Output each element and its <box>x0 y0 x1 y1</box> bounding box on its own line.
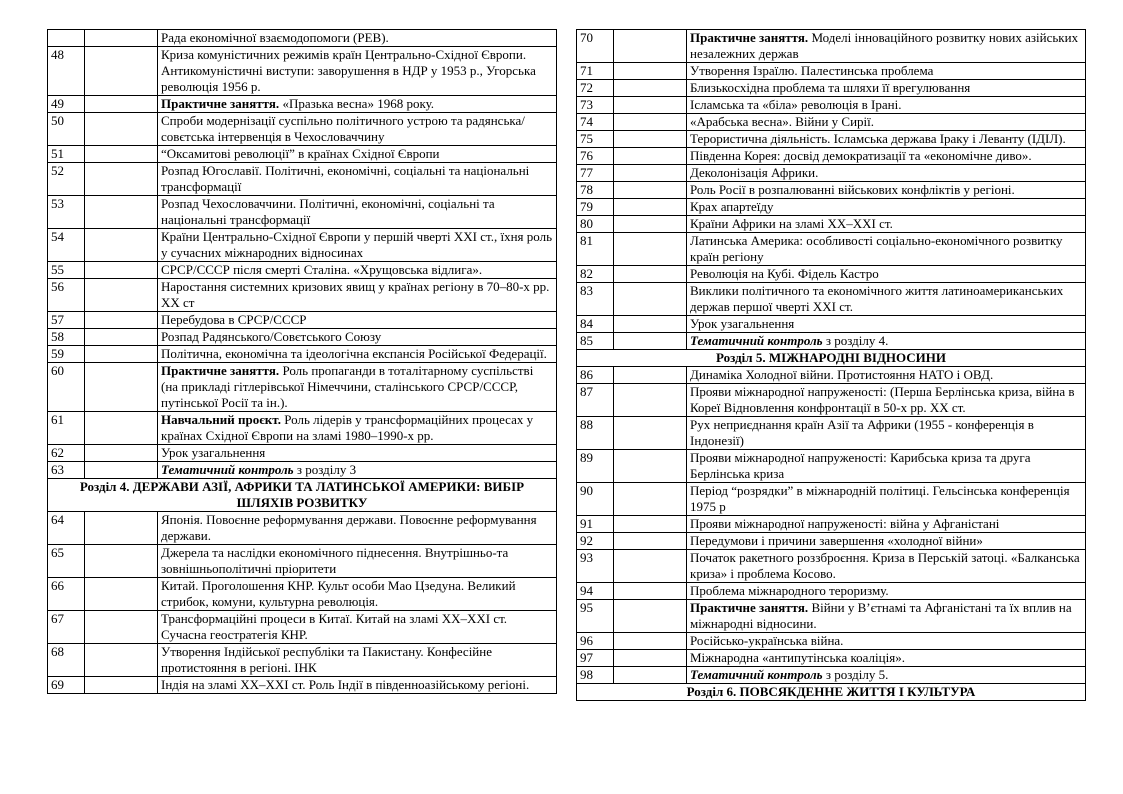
hours-cell <box>85 113 158 146</box>
lesson-topic-text: Урок узагальнення <box>690 316 795 331</box>
lesson-topic-text: Політична, економічна та ідеологічна експансія Російської Федерації. <box>161 346 547 361</box>
lesson-number: 96 <box>577 633 614 650</box>
hours-cell <box>85 412 158 445</box>
lesson-topic <box>687 583 1086 600</box>
lesson-row <box>48 363 557 412</box>
lesson-row <box>577 583 1086 600</box>
lesson-topic-text: Роль лідерів у трансформаційних процесах у країнах Східної Європи на зламі 1980–1990-х рр. <box>161 412 534 443</box>
lesson-number: 53 <box>48 196 85 229</box>
lesson-topic-text: Міжнародна «антипутінська коаліція». <box>690 650 905 665</box>
lesson-topic <box>687 667 1086 684</box>
lesson-row <box>577 633 1086 650</box>
lesson-number: 69 <box>48 677 85 694</box>
hours-cell <box>614 384 687 417</box>
lesson-row <box>577 483 1086 516</box>
lesson-topic <box>687 216 1086 233</box>
hours-cell <box>85 677 158 694</box>
hours-cell <box>614 30 687 63</box>
lesson-topic <box>158 611 557 644</box>
lesson-row <box>48 113 557 146</box>
lesson-topic-text: Джерела та наслідки економічного піднесення. Внутрішньо-та зовнішньополітичні пріоритети <box>161 545 509 576</box>
lesson-topic-text: Латинська Америка: особливості соціально-економічного розвитку країн регіону <box>690 233 1063 264</box>
lesson-topic <box>687 114 1086 131</box>
section-row <box>577 350 1086 367</box>
hours-cell <box>614 600 687 633</box>
lesson-topic-text: Російсько-українська війна. <box>690 633 844 648</box>
lesson-topic <box>687 266 1086 283</box>
lesson-topic <box>158 644 557 677</box>
lesson-number: 74 <box>577 114 614 131</box>
lesson-row <box>577 667 1086 684</box>
hours-cell <box>85 512 158 545</box>
lesson-number: 60 <box>48 363 85 412</box>
hours-cell <box>614 550 687 583</box>
lesson-row <box>577 450 1086 483</box>
lesson-topic-text: Утворення Ізраїлю. Палестинська проблема <box>690 63 934 78</box>
lesson-row <box>577 182 1086 199</box>
lesson-topic <box>158 163 557 196</box>
lesson-topic <box>687 633 1086 650</box>
lesson-topic-text: Роль пропаганди в тоталітарному суспільстві (на прикладі гітлерівської Німеччини, сталінського СРСР/СССР, путінської Росії та ін.). <box>161 363 534 410</box>
section-title-6: Розділ 6. ПОВСЯКДЕННЕ ЖИТТЯ І КУЛЬТУРА <box>577 684 1086 701</box>
lesson-row <box>48 96 557 113</box>
lesson-number: 72 <box>577 80 614 97</box>
lesson-topic-text: Революція на Кубі. Фідель Кастро <box>690 266 879 281</box>
lesson-topic-text: з розділу 5. <box>825 667 889 682</box>
hours-cell <box>85 262 158 279</box>
lesson-row <box>577 148 1086 165</box>
lesson-number: 76 <box>577 148 614 165</box>
lesson-type-label: Практичне заняття. <box>690 30 809 45</box>
hours-cell <box>614 266 687 283</box>
lesson-topic-text: Рада економічної взаємодопомоги (РЕВ). <box>161 30 389 45</box>
lesson-topic <box>687 650 1086 667</box>
lesson-row <box>48 262 557 279</box>
lesson-topic-text: Деколонізація Африки. <box>690 165 819 180</box>
hours-cell <box>85 346 158 363</box>
lesson-row <box>48 163 557 196</box>
lesson-row <box>48 229 557 262</box>
lesson-topic <box>158 677 557 694</box>
lesson-number: 86 <box>577 367 614 384</box>
lesson-topic-text: “Оксамитові революції” в країнах Східної Європи <box>161 146 440 161</box>
lesson-topic <box>687 131 1086 148</box>
lesson-number: 75 <box>577 131 614 148</box>
lesson-topic-text: Розпад Радянського/Совєтського Союзу <box>161 329 382 344</box>
lesson-number: 92 <box>577 533 614 550</box>
hours-cell <box>614 667 687 684</box>
lesson-number: 91 <box>577 516 614 533</box>
lesson-topic-text: з розділу 4. <box>825 333 889 348</box>
lesson-topic-text: Наростання системних кризових явищ у країнах регіону в 70–80-х рр. ХХ ст <box>161 279 550 310</box>
lesson-topic-text: Прояви міжнародної напруженості: Карибська криза та друга Берлінська криза <box>690 450 1031 481</box>
lesson-topic-text: Виклики політичного та економічного життя латиноамериканських держав першої чверті ХХІ ст. <box>690 283 1064 314</box>
lesson-topic <box>158 578 557 611</box>
lesson-row <box>48 412 557 445</box>
hours-cell <box>85 578 158 611</box>
left-curriculum-table <box>47 29 557 694</box>
lesson-number: 65 <box>48 545 85 578</box>
lesson-topic-text: Південна Корея: досвід демократизації та «економічне диво». <box>690 148 1032 163</box>
lesson-topic <box>687 533 1086 550</box>
lesson-topic <box>158 30 557 47</box>
lesson-topic-text: Країни Африки на зламі ХХ–ХХІ ст. <box>690 216 893 231</box>
lesson-number: 63 <box>48 462 85 479</box>
lesson-number: 80 <box>577 216 614 233</box>
lesson-topic <box>158 445 557 462</box>
lesson-row <box>48 146 557 163</box>
hours-cell <box>614 633 687 650</box>
lesson-row <box>577 600 1086 633</box>
lesson-topic <box>687 384 1086 417</box>
lesson-topic <box>158 196 557 229</box>
hours-cell <box>614 216 687 233</box>
lesson-number: 89 <box>577 450 614 483</box>
lesson-topic <box>687 550 1086 583</box>
lesson-row <box>577 533 1086 550</box>
hours-cell <box>614 182 687 199</box>
lesson-number: 66 <box>48 578 85 611</box>
lesson-topic <box>158 47 557 96</box>
lesson-topic-text: Ісламська та «біла» революція в Ірані. <box>690 97 902 112</box>
lesson-number: 59 <box>48 346 85 363</box>
lesson-row <box>577 333 1086 350</box>
lesson-row <box>48 611 557 644</box>
lesson-number: 62 <box>48 445 85 462</box>
lesson-row <box>577 516 1086 533</box>
hours-cell <box>85 96 158 113</box>
hours-cell <box>614 148 687 165</box>
lesson-row <box>48 512 557 545</box>
lesson-topic-text: Індія на зламі ХХ–ХХІ ст. Роль Індії в південноазійському регіоні. <box>161 677 530 692</box>
right-table-section <box>577 350 1086 367</box>
lesson-row <box>48 279 557 312</box>
lesson-number: 68 <box>48 644 85 677</box>
lesson-topic <box>158 346 557 363</box>
lesson-topic-text: Криза комуністичних режимів країн Центрально-Східної Європи. Антикомуністичні виступи: заворушення в НДР у 1953 р., Угорська революція 1956 р. <box>161 47 536 94</box>
lesson-row <box>577 199 1086 216</box>
lesson-row <box>48 545 557 578</box>
hours-cell <box>614 533 687 550</box>
lesson-number: 52 <box>48 163 85 196</box>
lesson-number: 79 <box>577 199 614 216</box>
lesson-topic <box>158 512 557 545</box>
lesson-number: 56 <box>48 279 85 312</box>
lesson-topic-text: Період “розрядки” в міжнародній політиці. Гельсінська конференція 1975 р <box>690 483 1070 514</box>
lesson-type-label: Тематичний контроль <box>690 667 823 682</box>
lesson-row <box>577 30 1086 63</box>
lesson-row <box>577 650 1086 667</box>
lesson-row <box>577 97 1086 114</box>
lesson-topic <box>158 229 557 262</box>
lesson-topic <box>158 312 557 329</box>
hours-cell <box>85 163 158 196</box>
lesson-row <box>48 329 557 346</box>
lesson-topic-text: Проблема міжнародного тероризму. <box>690 583 889 598</box>
hours-cell <box>614 283 687 316</box>
lesson-number: 95 <box>577 600 614 633</box>
lesson-row <box>48 578 557 611</box>
lesson-number: 82 <box>577 266 614 283</box>
lesson-row <box>48 47 557 96</box>
lesson-topic-text: Китай. Проголошення КНР. Культ особи Мао Цзедуна. Великий стрибок, комуни, культурна революція. <box>161 578 516 609</box>
lesson-number: 67 <box>48 611 85 644</box>
hours-cell <box>614 650 687 667</box>
section-title-5: Розділ 5. МІЖНАРОДНІ ВІДНОСИНИ <box>577 350 1086 367</box>
lesson-row <box>577 63 1086 80</box>
lesson-number: 84 <box>577 316 614 333</box>
lesson-topic-text: Прояви міжнародної напруженості: війна у Афганістані <box>690 516 1000 531</box>
lesson-row <box>577 165 1086 182</box>
hours-cell <box>85 47 158 96</box>
lesson-topic-text: Утворення Індійської республіки та Пакистану. Конфесійне протистояння в регіоні. ІНК <box>161 644 492 675</box>
hours-cell <box>85 611 158 644</box>
lesson-number: 55 <box>48 262 85 279</box>
hours-cell <box>85 545 158 578</box>
hours-cell <box>614 516 687 533</box>
hours-cell <box>614 80 687 97</box>
right-table-footer <box>577 684 1086 701</box>
lesson-topic <box>687 417 1086 450</box>
lesson-row <box>577 283 1086 316</box>
lesson-number: 83 <box>577 283 614 316</box>
lesson-topic-text: Прояви міжнародної напруженості: (Перша Берлінська криза, війна в Кореї Відновлення конфронтації в 50-х рр. ХХ ст. <box>690 384 1075 415</box>
lesson-topic-text: Країни Центрально-Східної Європи у першій чверті ХХІ ст., їхня роль у сучасних міжнародних відносинах <box>161 229 553 260</box>
lesson-number: 88 <box>577 417 614 450</box>
lesson-number: 77 <box>577 165 614 182</box>
lesson-topic <box>687 367 1086 384</box>
lesson-topic-text: Японія. Повоєнне реформування держави. Повоєнне реформування держави. <box>161 512 537 543</box>
hours-cell <box>85 229 158 262</box>
lesson-topic <box>687 283 1086 316</box>
lesson-row <box>48 346 557 363</box>
lesson-topic <box>158 462 557 479</box>
hours-cell <box>614 97 687 114</box>
hours-cell <box>85 644 158 677</box>
lesson-topic-text: СРСР/СССР після смерті Сталіна. «Хрущовська відлига». <box>161 262 483 277</box>
hours-cell <box>614 165 687 182</box>
lesson-topic-text: Спроби модернізації суспільно політичного устрою та радянська/совєтська інтервенція в Чехословаччину <box>161 113 525 144</box>
right-table-body-top <box>577 30 1086 350</box>
lesson-topic <box>687 233 1086 266</box>
lesson-number: 64 <box>48 512 85 545</box>
hours-cell <box>614 333 687 350</box>
lesson-row <box>577 417 1086 450</box>
lesson-topic <box>687 316 1086 333</box>
hours-cell <box>85 196 158 229</box>
lesson-topic <box>687 516 1086 533</box>
lesson-topic-text: з розділу 3 <box>296 462 357 477</box>
lesson-topic <box>687 600 1086 633</box>
lesson-number: 61 <box>48 412 85 445</box>
lesson-topic-text: Перебудова в СРСР/СССР <box>161 312 307 327</box>
hours-cell <box>614 131 687 148</box>
hours-cell <box>614 583 687 600</box>
lesson-topic-text: Роль Росії в розпалюванні військових конфліктів у регіоні. <box>690 182 1015 197</box>
lesson-row <box>577 233 1086 266</box>
hours-cell <box>85 445 158 462</box>
left-table-body-top <box>48 30 557 479</box>
lesson-number: 50 <box>48 113 85 146</box>
lesson-row <box>48 196 557 229</box>
left-table-section <box>48 479 557 512</box>
lesson-topic <box>158 329 557 346</box>
lesson-number: 73 <box>577 97 614 114</box>
lesson-topic <box>687 165 1086 182</box>
lesson-number: 93 <box>577 550 614 583</box>
lesson-topic-text: Розпад Югославії. Політичні, економічні, соціальні та національні трансформації <box>161 163 530 194</box>
lesson-topic <box>158 363 557 412</box>
hours-cell <box>614 367 687 384</box>
hours-cell <box>85 363 158 412</box>
hours-cell <box>614 233 687 266</box>
lesson-topic <box>158 545 557 578</box>
lesson-topic <box>687 148 1086 165</box>
lesson-topic <box>687 199 1086 216</box>
lesson-topic <box>158 262 557 279</box>
lesson-row <box>48 644 557 677</box>
lesson-topic-text: Рух неприєднання країн Азії та Африки (1955 - конференція в Індонезії) <box>690 417 1034 448</box>
lesson-topic-text: Крах апартеїду <box>690 199 774 214</box>
hours-cell <box>85 329 158 346</box>
right-table-body-bottom <box>577 367 1086 684</box>
lesson-topic <box>158 412 557 445</box>
lesson-topic <box>158 279 557 312</box>
lesson-number: 81 <box>577 233 614 266</box>
lesson-topic <box>687 182 1086 199</box>
hours-cell <box>85 146 158 163</box>
lesson-type-label: Тематичний контроль <box>161 462 294 477</box>
lesson-number: 97 <box>577 650 614 667</box>
hours-cell <box>85 30 158 47</box>
lesson-number: 98 <box>577 667 614 684</box>
lesson-number: 57 <box>48 312 85 329</box>
lesson-row <box>48 462 557 479</box>
lesson-type-label: Навчальний проєкт. <box>161 412 281 427</box>
hours-cell <box>614 114 687 131</box>
lesson-row <box>577 266 1086 283</box>
lesson-topic-text: «Арабська весна». Війни у Сирії. <box>690 114 875 129</box>
lesson-topic-text: Передумови і причини завершення «холодної війни» <box>690 533 983 548</box>
lesson-topic <box>687 30 1086 63</box>
lesson-number <box>48 30 85 47</box>
hours-cell <box>614 450 687 483</box>
lesson-topic <box>687 97 1086 114</box>
lesson-row <box>577 367 1086 384</box>
lesson-number: 49 <box>48 96 85 113</box>
lesson-row <box>48 677 557 694</box>
lesson-number: 70 <box>577 30 614 63</box>
lesson-row <box>577 384 1086 417</box>
lesson-topic-text: Близькосхідна проблема та шляхи її врегулювання <box>690 80 971 95</box>
lesson-number: 87 <box>577 384 614 417</box>
lesson-topic <box>158 113 557 146</box>
section-row <box>577 684 1086 701</box>
lesson-type-label: Тематичний контроль <box>690 333 823 348</box>
lesson-row <box>577 114 1086 131</box>
lesson-topic-text: Урок узагальнення <box>161 445 266 460</box>
lesson-number: 58 <box>48 329 85 346</box>
lesson-row <box>577 216 1086 233</box>
lesson-number: 51 <box>48 146 85 163</box>
lesson-topic-text: «Празька весна» 1968 року. <box>282 96 435 111</box>
lesson-topic-text: Трансформаційні процеси в Китаї. Китай на зламі ХХ–ХХІ ст. Сучасна геостратегія КНР. <box>161 611 508 642</box>
lesson-row <box>48 445 557 462</box>
hours-cell <box>85 462 158 479</box>
lesson-topic <box>158 146 557 163</box>
lesson-topic-text: Динаміка Холодної війни. Протистояння НАТО і ОВД. <box>690 367 994 382</box>
lesson-number: 94 <box>577 583 614 600</box>
lesson-number: 78 <box>577 182 614 199</box>
lesson-type-label: Практичне заняття. <box>161 363 280 378</box>
lesson-topic-text: Моделі інноваційного розвитку нових азійських незалежних держав <box>690 30 1079 61</box>
right-curriculum-table <box>576 29 1086 701</box>
hours-cell <box>614 417 687 450</box>
hours-cell <box>614 199 687 216</box>
section-title-4: Розділ 4. ДЕРЖАВИ АЗІЇ, АФРИКИ ТА ЛАТИНСЬКОЇ АМЕРИКИ: ВИБІР ШЛЯХІВ РОЗВИТКУ <box>48 479 557 512</box>
lesson-row <box>577 550 1086 583</box>
lesson-topic <box>687 483 1086 516</box>
left-table-body-bottom <box>48 512 557 694</box>
lesson-type-label: Практичне заняття. <box>161 96 280 111</box>
hours-cell <box>614 483 687 516</box>
lesson-row <box>577 316 1086 333</box>
lesson-number: 54 <box>48 229 85 262</box>
lesson-topic-text: Розпад Чехословаччини. Політичні, економічні, соціальні та національні трансформації <box>161 196 495 227</box>
hours-cell <box>614 63 687 80</box>
lesson-topic-text: Початок ракетного роззброєння. Криза в Перській затоці. «Балканська криза» і проблема Косово. <box>690 550 1080 581</box>
lesson-row <box>577 131 1086 148</box>
section-row <box>48 479 557 512</box>
lesson-type-label: Практичне заняття. <box>690 600 809 615</box>
lesson-topic-text: Терористична діяльність. Ісламська держава Іраку і Леванту (ІДІЛ). <box>690 131 1066 146</box>
lesson-number: 71 <box>577 63 614 80</box>
lesson-topic <box>158 96 557 113</box>
lesson-number: 48 <box>48 47 85 96</box>
lesson-row <box>48 30 557 47</box>
hours-cell <box>85 312 158 329</box>
lesson-topic <box>687 333 1086 350</box>
lesson-topic-text: Війни у В’єтнамі та Афганістані та їх вплив на міжнародні відносини. <box>690 600 1072 631</box>
lesson-topic <box>687 450 1086 483</box>
lesson-number: 90 <box>577 483 614 516</box>
lesson-topic <box>687 63 1086 80</box>
hours-cell <box>614 316 687 333</box>
lesson-number: 85 <box>577 333 614 350</box>
hours-cell <box>85 279 158 312</box>
lesson-row <box>48 312 557 329</box>
lesson-row <box>577 80 1086 97</box>
lesson-topic <box>687 80 1086 97</box>
